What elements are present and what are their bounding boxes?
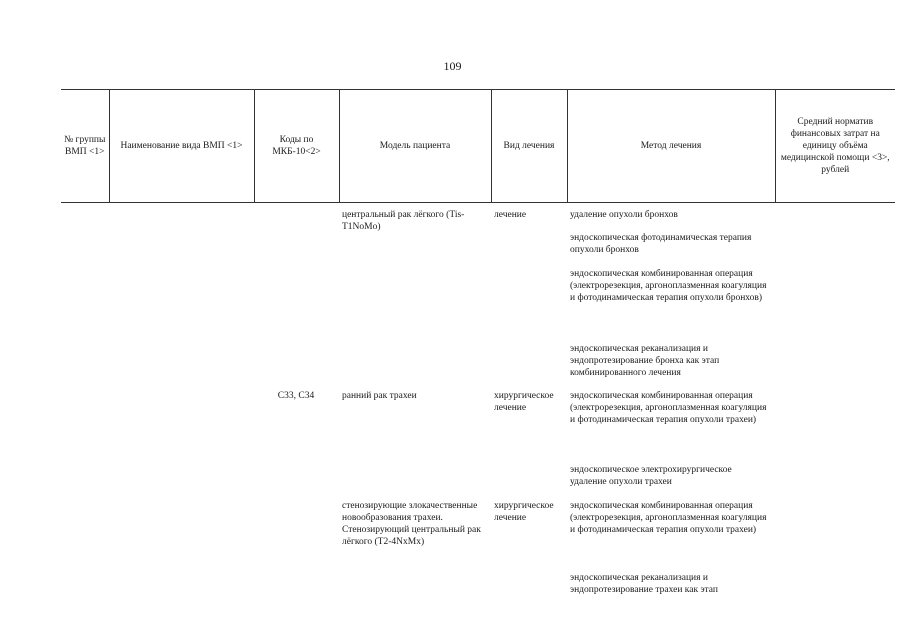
header-treatment-method: Метод лечения	[567, 90, 775, 203]
row2-method-1: эндоскопическая комбинированная операция (электрорезекция, аргоноплазменная коагуляция и фотодинамическая терапия опухоли трахеи)	[570, 391, 767, 425]
row3-method-1: эндоскопическая комбинированная операция (электрорезекция, аргоноплазменная коагуляция и фотодинамическая терапия опухоли трахеи)	[570, 501, 767, 535]
row2-patient-model: ранний рак трахеи	[342, 391, 417, 401]
header-treatment-type: Вид лечения	[491, 90, 567, 203]
row3-method-2: эндоскопическая реканализация и эндопротезирование трахеи как этап	[570, 573, 718, 595]
row1-method-2: эндоскопическая фотодинамическая терапия опухоли бронхов	[570, 233, 752, 255]
page-number: 109	[443, 59, 462, 73]
row1-method-4: эндоскопическая реканализация и эндопротезирование бронха как этап комбинированного лечения	[570, 344, 720, 378]
table-header	[61, 89, 895, 203]
row1-treatment-type: лечение	[494, 210, 527, 220]
row2-method-2: эндоскопическое электрохирургическое удаление опухоли трахеи	[570, 465, 732, 487]
header-average-cost: Средний норматив финансовых затрат на единицу объёма медицинской помощи <3>, рублей	[775, 90, 895, 203]
header-patient-model: Модель пациента	[339, 90, 491, 203]
header-icd-codes: Коды по МКБ-10<2>	[254, 90, 339, 203]
row2-treatment-type: хирургическое лечение	[494, 391, 554, 413]
row1-method-1: удаление опухоли бронхов	[570, 210, 678, 220]
header-group-number: № группы ВМП <1>	[61, 90, 109, 203]
row3-treatment-type: хирургическое лечение	[494, 501, 554, 523]
row2-icd-codes: С33, С34	[277, 391, 315, 401]
header-vmp-type-name: Наименование вида ВМП <1>	[109, 90, 254, 203]
row3-patient-model: стенозирующие злокачественные новообразования трахеи. Стенозирующий центральный рак лёгкого (Т2-4NxMx)	[342, 501, 481, 547]
row1-patient-model: центральный рак лёгкого (Tis-T1NoMo)	[342, 210, 465, 232]
row1-method-3: эндоскопическая комбинированная операция (электрорезекция, аргоноплазменная коагуляция и фотодинамическая терапия опухоли бронхов)	[570, 269, 767, 303]
